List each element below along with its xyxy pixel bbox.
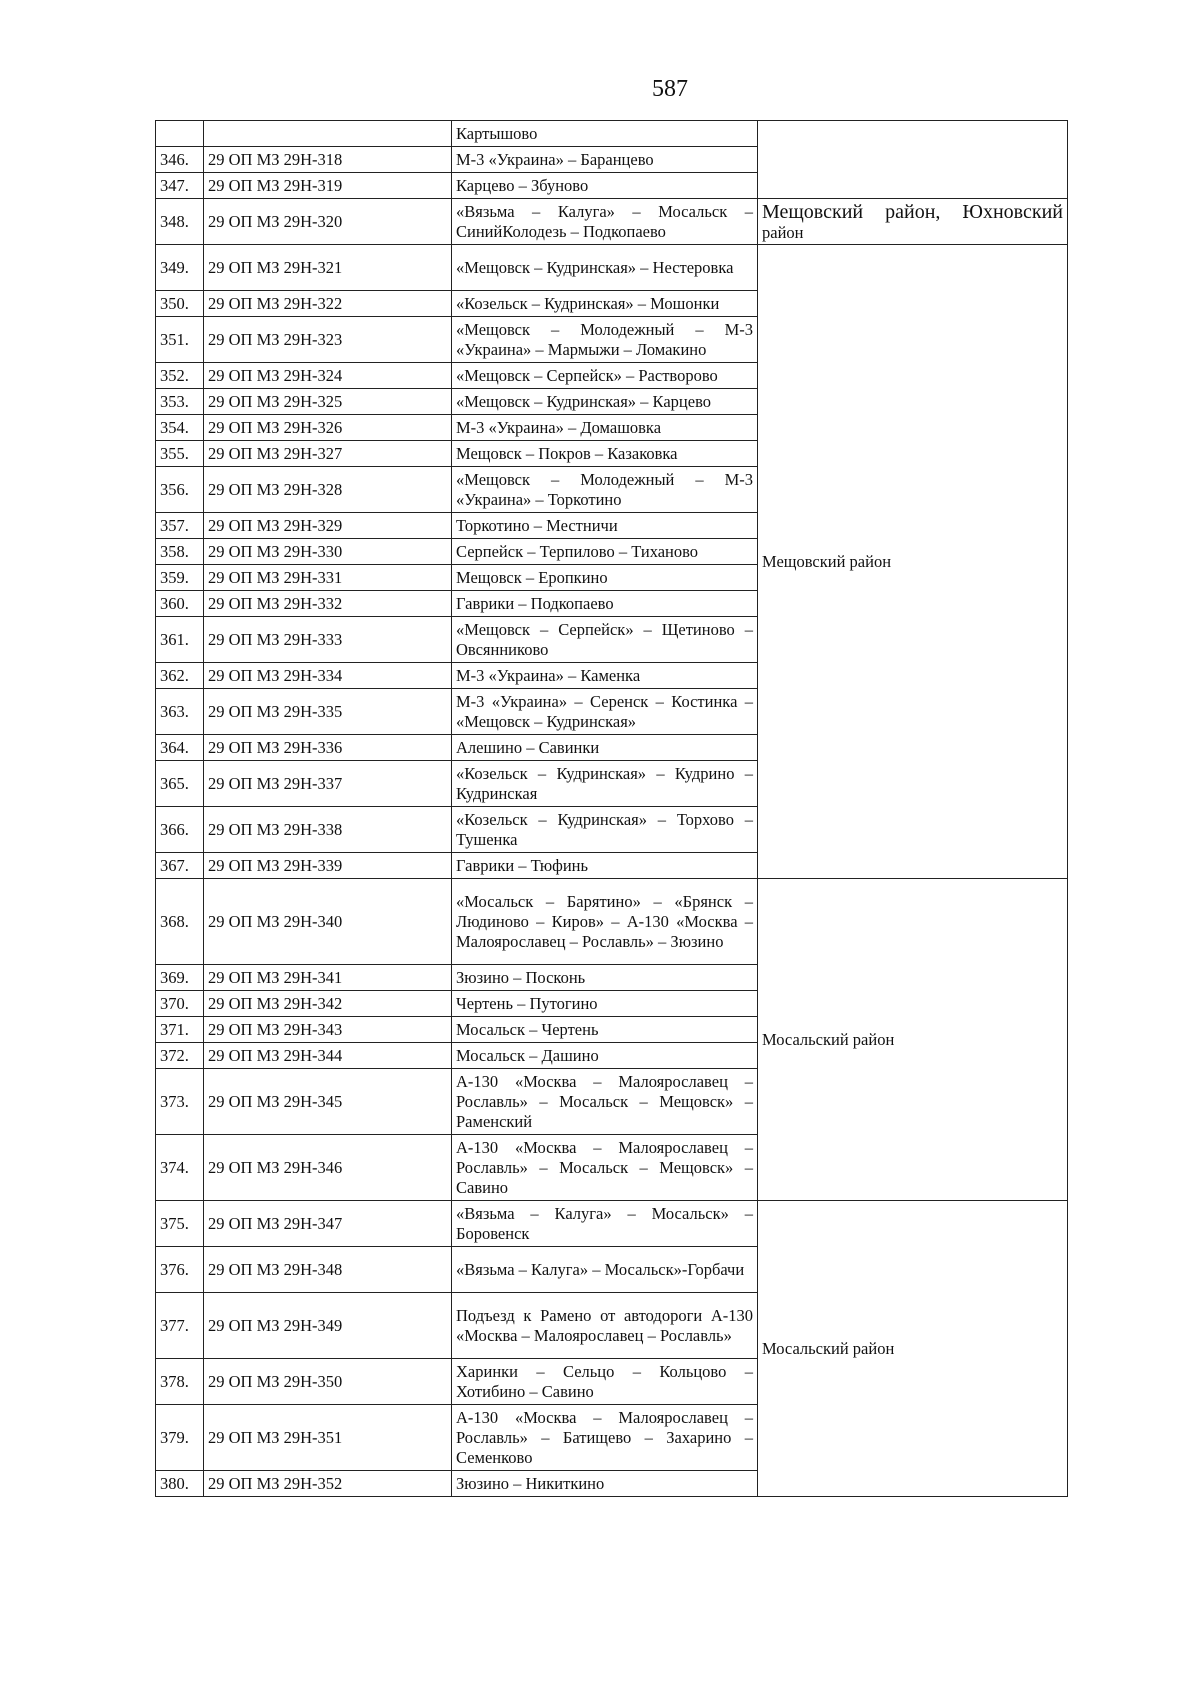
district-cell: Мещовский район (758, 245, 1068, 879)
road-name: Харинки – Сельцо – Кольцово – Хотибино – Савино (452, 1359, 758, 1405)
road-name: Алешино – Савинки (452, 735, 758, 761)
row-number: 373. (156, 1069, 204, 1135)
road-id: 29 ОП МЗ 29Н-335 (204, 689, 452, 735)
road-id: 29 ОП МЗ 29Н-348 (204, 1247, 452, 1293)
road-id: 29 ОП МЗ 29Н-344 (204, 1043, 452, 1069)
row-number: 361. (156, 617, 204, 663)
road-id (204, 121, 452, 147)
road-id: 29 ОП МЗ 29Н-352 (204, 1471, 452, 1497)
road-name: А-130 «Москва – Малоярославец – Рославль» – Батищево – Захарино – Семенково (452, 1405, 758, 1471)
road-name: Мосальск – Дашино (452, 1043, 758, 1069)
row-number: 377. (156, 1293, 204, 1359)
road-name: «Козельск – Кудринская» – Торхово – Тушенка (452, 807, 758, 853)
road-name: А-130 «Москва – Малоярославец – Рославль» – Мосальск – Мещовск» – Раменский (452, 1069, 758, 1135)
row-number: 378. (156, 1359, 204, 1405)
row-number: 367. (156, 853, 204, 879)
road-id: 29 ОП МЗ 29Н-346 (204, 1135, 452, 1201)
road-name: «Вязьма – Калуга» – Мосальск – СинийКолодезь – Подкопаево (452, 199, 758, 245)
road-name: М-3 «Украина» – Баранцево (452, 147, 758, 173)
row-number: 369. (156, 965, 204, 991)
road-name: Карцево – Збуново (452, 173, 758, 199)
road-id: 29 ОП МЗ 29Н-350 (204, 1359, 452, 1405)
road-id: 29 ОП МЗ 29Н-319 (204, 173, 452, 199)
row-number: 354. (156, 415, 204, 441)
row-number: 365. (156, 761, 204, 807)
row-number: 359. (156, 565, 204, 591)
road-name: Мосальск – Чертень (452, 1017, 758, 1043)
road-id: 29 ОП МЗ 29Н-349 (204, 1293, 452, 1359)
row-number: 351. (156, 317, 204, 363)
road-id: 29 ОП МЗ 29Н-340 (204, 879, 452, 965)
road-id: 29 ОП МЗ 29Н-329 (204, 513, 452, 539)
road-id: 29 ОП МЗ 29Н-338 (204, 807, 452, 853)
road-id: 29 ОП МЗ 29Н-326 (204, 415, 452, 441)
row-number: 357. (156, 513, 204, 539)
table-row (156, 879, 1068, 965)
road-id: 29 ОП МЗ 29Н-327 (204, 441, 452, 467)
road-name: «Мещовск – Молодежный – М-3 «Украина» – Торкотино (452, 467, 758, 513)
row-number: 364. (156, 735, 204, 761)
road-id: 29 ОП МЗ 29Н-328 (204, 467, 452, 513)
road-name: Подъезд к Рамено от автодороги А-130 «Москва – Малоярославец – Рославль» (452, 1293, 758, 1359)
row-number: 372. (156, 1043, 204, 1069)
road-name: Чертень – Путогино (452, 991, 758, 1017)
road-id: 29 ОП МЗ 29Н-332 (204, 591, 452, 617)
row-number: 349. (156, 245, 204, 291)
road-name: Мещовск – Покров – Казаковка (452, 441, 758, 467)
road-name: М-3 «Украина» – Серенск – Костинка – «Мещовск – Кудринская» (452, 689, 758, 735)
road-id: 29 ОП МЗ 29Н-337 (204, 761, 452, 807)
road-name: М-3 «Украина» – Домашовка (452, 415, 758, 441)
row-number: 380. (156, 1471, 204, 1497)
row-number: 360. (156, 591, 204, 617)
road-id: 29 ОП МЗ 29Н-323 (204, 317, 452, 363)
road-name: «Вязьма – Калуга» – Мосальск»-Горбачи (452, 1247, 758, 1293)
district-cell (758, 199, 1068, 245)
road-id: 29 ОП МЗ 29Н-336 (204, 735, 452, 761)
road-name: Мещовск – Еропкино (452, 565, 758, 591)
road-id: 29 ОП МЗ 29Н-331 (204, 565, 452, 591)
row-number: 347. (156, 173, 204, 199)
row-number (156, 121, 204, 147)
road-name: Гаврики – Тюфинь (452, 853, 758, 879)
road-name: «Мосальск – Барятино» – «Брянск – Людиново – Киров» – А-130 «Москва – Малоярославец – Рославль» – Зюзино (452, 879, 758, 965)
district-cell: Мосальский район (758, 879, 1068, 1201)
road-name: Зюзино – Никиткино (452, 1471, 758, 1497)
row-number: 371. (156, 1017, 204, 1043)
road-name: «Вязьма – Калуга» – Мосальск» – Боровенск (452, 1201, 758, 1247)
road-name: А-130 «Москва – Малоярославец – Рославль» – Мосальск – Мещовск» – Савино (452, 1135, 758, 1201)
road-name: «Мещовск – Серпейск» – Щетиново – Овсянниково (452, 617, 758, 663)
row-number: 352. (156, 363, 204, 389)
district-line-2: район (762, 222, 804, 242)
row-number: 348. (156, 199, 204, 245)
road-name: «Мещовск – Молодежный – М-3 «Украина» – Мармыжи – Ломакино (452, 317, 758, 363)
road-id: 29 ОП МЗ 29Н-342 (204, 991, 452, 1017)
page-number: 587 (652, 76, 688, 102)
road-name: Торкотино – Местничи (452, 513, 758, 539)
road-id: 29 ОП МЗ 29Н-345 (204, 1069, 452, 1135)
road-id: 29 ОП МЗ 29Н-343 (204, 1017, 452, 1043)
road-id: 29 ОП МЗ 29Н-339 (204, 853, 452, 879)
row-number: 353. (156, 389, 204, 415)
road-id: 29 ОП МЗ 29Н-324 (204, 363, 452, 389)
road-id: 29 ОП МЗ 29Н-351 (204, 1405, 452, 1471)
road-name: «Мещовск – Кудринская» – Карцево (452, 389, 758, 415)
road-id: 29 ОП МЗ 29Н-321 (204, 245, 452, 291)
road-name: Серпейск – Терпилово – Тиханово (452, 539, 758, 565)
road-id: 29 ОП МЗ 29Н-333 (204, 617, 452, 663)
road-name: «Козельск – Кудринская» – Мошонки (452, 291, 758, 317)
district-cell: Мосальский район (758, 1201, 1068, 1497)
roads-table (155, 120, 1068, 1497)
row-number: 362. (156, 663, 204, 689)
row-number: 358. (156, 539, 204, 565)
row-number: 356. (156, 467, 204, 513)
road-id: 29 ОП МЗ 29Н-330 (204, 539, 452, 565)
row-number: 374. (156, 1135, 204, 1201)
row-number: 346. (156, 147, 204, 173)
district-cell-empty (758, 121, 1068, 199)
road-name: «Козельск – Кудринская» – Кудрино – Кудринская (452, 761, 758, 807)
row-number: 379. (156, 1405, 204, 1471)
road-id: 29 ОП МЗ 29Н-325 (204, 389, 452, 415)
table-row (156, 245, 1068, 291)
road-name: «Мещовск – Серпейск» – Растворово (452, 363, 758, 389)
row-number: 355. (156, 441, 204, 467)
road-id: 29 ОП МЗ 29Н-320 (204, 199, 452, 245)
road-id: 29 ОП МЗ 29Н-341 (204, 965, 452, 991)
road-name: Гаврики – Подкопаево (452, 591, 758, 617)
row-number: 370. (156, 991, 204, 1017)
table-row (156, 199, 1068, 245)
road-name: М-3 «Украина» – Каменка (452, 663, 758, 689)
road-name: Зюзино – Посконь (452, 965, 758, 991)
table-row (156, 1201, 1068, 1247)
road-name: Картышово (452, 121, 758, 147)
district-line-1: Мещовский район, Юхновский (762, 200, 1063, 223)
row-number: 376. (156, 1247, 204, 1293)
road-name: «Мещовск – Кудринская» – Нестеровка (452, 245, 758, 291)
road-id: 29 ОП МЗ 29Н-322 (204, 291, 452, 317)
table-row (156, 121, 1068, 147)
road-id: 29 ОП МЗ 29Н-318 (204, 147, 452, 173)
row-number: 350. (156, 291, 204, 317)
row-number: 366. (156, 807, 204, 853)
row-number: 363. (156, 689, 204, 735)
row-number: 368. (156, 879, 204, 965)
road-id: 29 ОП МЗ 29Н-334 (204, 663, 452, 689)
row-number: 375. (156, 1201, 204, 1247)
road-id: 29 ОП МЗ 29Н-347 (204, 1201, 452, 1247)
